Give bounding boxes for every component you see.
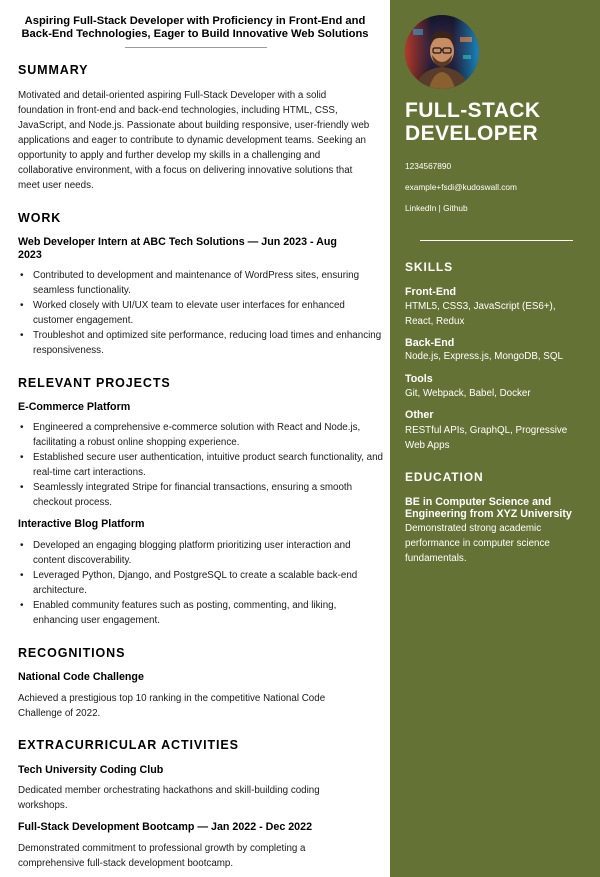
list-item: • Leveraged Python, Django, and PostgreSQL to create a scalable back-end architecture.: [33, 568, 383, 598]
skill-category: Other: [405, 409, 434, 421]
activity-text: Demonstrated commitment to professional growth by completing a comprehensive full-stack development bootcamp.: [18, 843, 306, 869]
summary-heading: SUMMARY: [18, 63, 89, 77]
skill-category: Tools: [405, 373, 433, 385]
skill-items: RESTful APIs, GraphQL, Progressive Web Apps: [405, 425, 568, 451]
phone-number: 1234567890: [405, 161, 452, 171]
summary-text: Motivated and detail-oriented aspiring Full-Stack Developer with a solid foundation in front-end and back-end technologies, including HTML, CSS, JavaScript, and Node.js. Passionate about building responsive, user-friendly web applications and eager to contribute to dynamic development teams. Seeking an opportunity to apply and further develop my skills in a challenging and collaborative environment, with a focus on delivering innovative solutions that meet user needs.: [18, 90, 370, 191]
headline: Aspiring Full-Stack Developer with Proficiency in Front-End and Back-End Technologies, Eager to Build Innovative Web Solutions: [21, 15, 369, 40]
avatar: [405, 15, 479, 89]
education-degree: BE in Computer Science and Engineering from XYZ University: [405, 496, 572, 520]
list-item: • Established secure user authentication, intuitive product search functionality, and real-time cart interactions.: [33, 450, 388, 480]
email-link[interactable]: example+fsdi@kudoswall.com: [405, 182, 517, 192]
activity-title: Full-Stack Development Bootcamp — Jan 2022 - Dec 2022: [18, 821, 313, 833]
list-item: • Engineered a comprehensive e-commerce solution with React and Node.js, facilitating a robust online shopping experience.: [33, 420, 388, 450]
activity-text: Dedicated member orchestrating hackathons and skill-building coding workshops.: [18, 785, 320, 811]
activity-title: Tech University Coding Club: [18, 764, 164, 776]
project-bullet-list: [18, 420, 388, 510]
skills-heading: SKILLS: [405, 260, 454, 274]
skill-items: Git, Webpack, Babel, Docker: [405, 388, 531, 399]
recognitions-heading: RECOGNITIONS: [18, 646, 126, 660]
work-bullet-list: [18, 268, 383, 358]
project-bullet-list: [18, 538, 383, 628]
skill-category: Front-End: [405, 286, 457, 298]
role-title-line: DEVELOPER: [405, 122, 539, 145]
profile-links[interactable]: LinkedIn | Github: [405, 203, 468, 213]
sidebar: [390, 0, 600, 877]
extracurricular-heading: EXTRACURRICULAR ACTIVITIES: [18, 738, 239, 752]
list-item: • Troubleshot and optimized site performance, reducing load times and enhancing responsiveness.: [33, 328, 383, 358]
list-item: • Worked closely with UI/UX team to elevate user interfaces for enhanced customer engagement.: [33, 298, 383, 328]
developer-portrait-avatar-icon: [405, 15, 479, 89]
work-job-title: Web Developer Intern at ABC Tech Solutions — Jun 2023 - Aug 2023: [18, 236, 337, 261]
education-heading: EDUCATION: [405, 470, 484, 484]
education-text: Demonstrated strong academic performance in computer science fundamentals.: [405, 523, 550, 564]
skill-items: HTML5, CSS3, JavaScript (ES6+), React, Redux: [405, 301, 556, 327]
project-title: Interactive Blog Platform: [18, 518, 145, 530]
projects-heading: RELEVANT PROJECTS: [18, 376, 171, 390]
list-item: • Seamlessly integrated Stripe for financial transactions, ensuring a smooth checkout process.: [33, 480, 388, 510]
list-item: • Contributed to development and maintenance of WordPress sites, ensuring seamless functionality.: [33, 268, 383, 298]
headline-divider: [125, 47, 267, 48]
skill-category: Back-End: [405, 337, 455, 349]
role-title-line: FULL-STACK: [405, 99, 541, 122]
work-heading: WORK: [18, 211, 62, 225]
recognition-text: Achieved a prestigious top 10 ranking in the competitive National Code Challenge of 2022.: [18, 693, 326, 719]
recognition-title: National Code Challenge: [18, 671, 144, 683]
sidebar-divider: [420, 240, 573, 241]
role-title: [405, 99, 540, 145]
project-title: E-Commerce Platform: [18, 401, 131, 413]
skill-items: Node.js, Express.js, MongoDB, SQL: [405, 351, 563, 362]
list-item: • Enabled community features such as posting, commenting, and liking, enhancing user engagement.: [33, 598, 383, 628]
list-item: • Developed an engaging blogging platform prioritizing user interaction and content discoverability.: [33, 538, 383, 568]
